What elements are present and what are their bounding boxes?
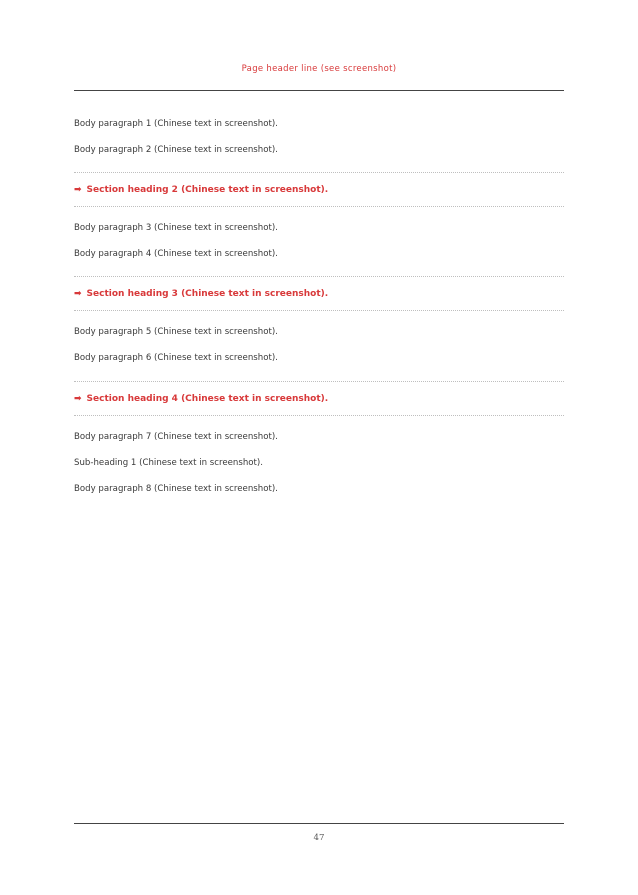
section-divider [74,276,564,278]
section-heading [74,391,564,407]
section-heading [74,182,564,198]
page-body [74,116,564,507]
page-number: 47 [313,833,325,843]
section-heading [74,286,564,302]
section-divider [74,381,564,383]
sub-heading: Sub-heading 1 (Chinese text in screenshot). [74,457,264,468]
paragraph: Body paragraph 5 (Chinese text in screenshot). [74,327,278,338]
paragraph: Body paragraph 3 (Chinese text in screenshot). [74,223,278,234]
section-divider [74,172,564,174]
paragraph: Body paragraph 6 (Chinese text in screenshot). [74,353,278,364]
paragraph: Body paragraph 1 (Chinese text in screenshot). [74,119,278,129]
section-title: Section heading 3 (Chinese text in screenshot). [86,289,329,300]
paragraph: Body paragraph 8 (Chinese text in screenshot). [74,483,278,494]
section-divider [74,310,564,312]
paragraph: Body paragraph 2 (Chinese text in screenshot). [74,145,278,156]
page-header: Page header line (see screenshot) [241,64,397,74]
paragraph: Body paragraph 4 (Chinese text in screenshot). [74,249,278,260]
paragraph: Body paragraph 7 (Chinese text in screenshot). [74,431,278,442]
right-arrow-icon: ➡ [74,289,82,300]
section-title: Section heading 2 (Chinese text in screenshot). [86,185,329,196]
section-divider [74,415,564,417]
right-arrow-icon: ➡ [74,185,82,196]
footer-divider [74,823,564,824]
section-title: Section heading 4 (Chinese text in screenshot). [86,393,329,404]
header-divider [74,90,564,91]
right-arrow-icon: ➡ [74,393,82,404]
section-divider [74,206,564,208]
